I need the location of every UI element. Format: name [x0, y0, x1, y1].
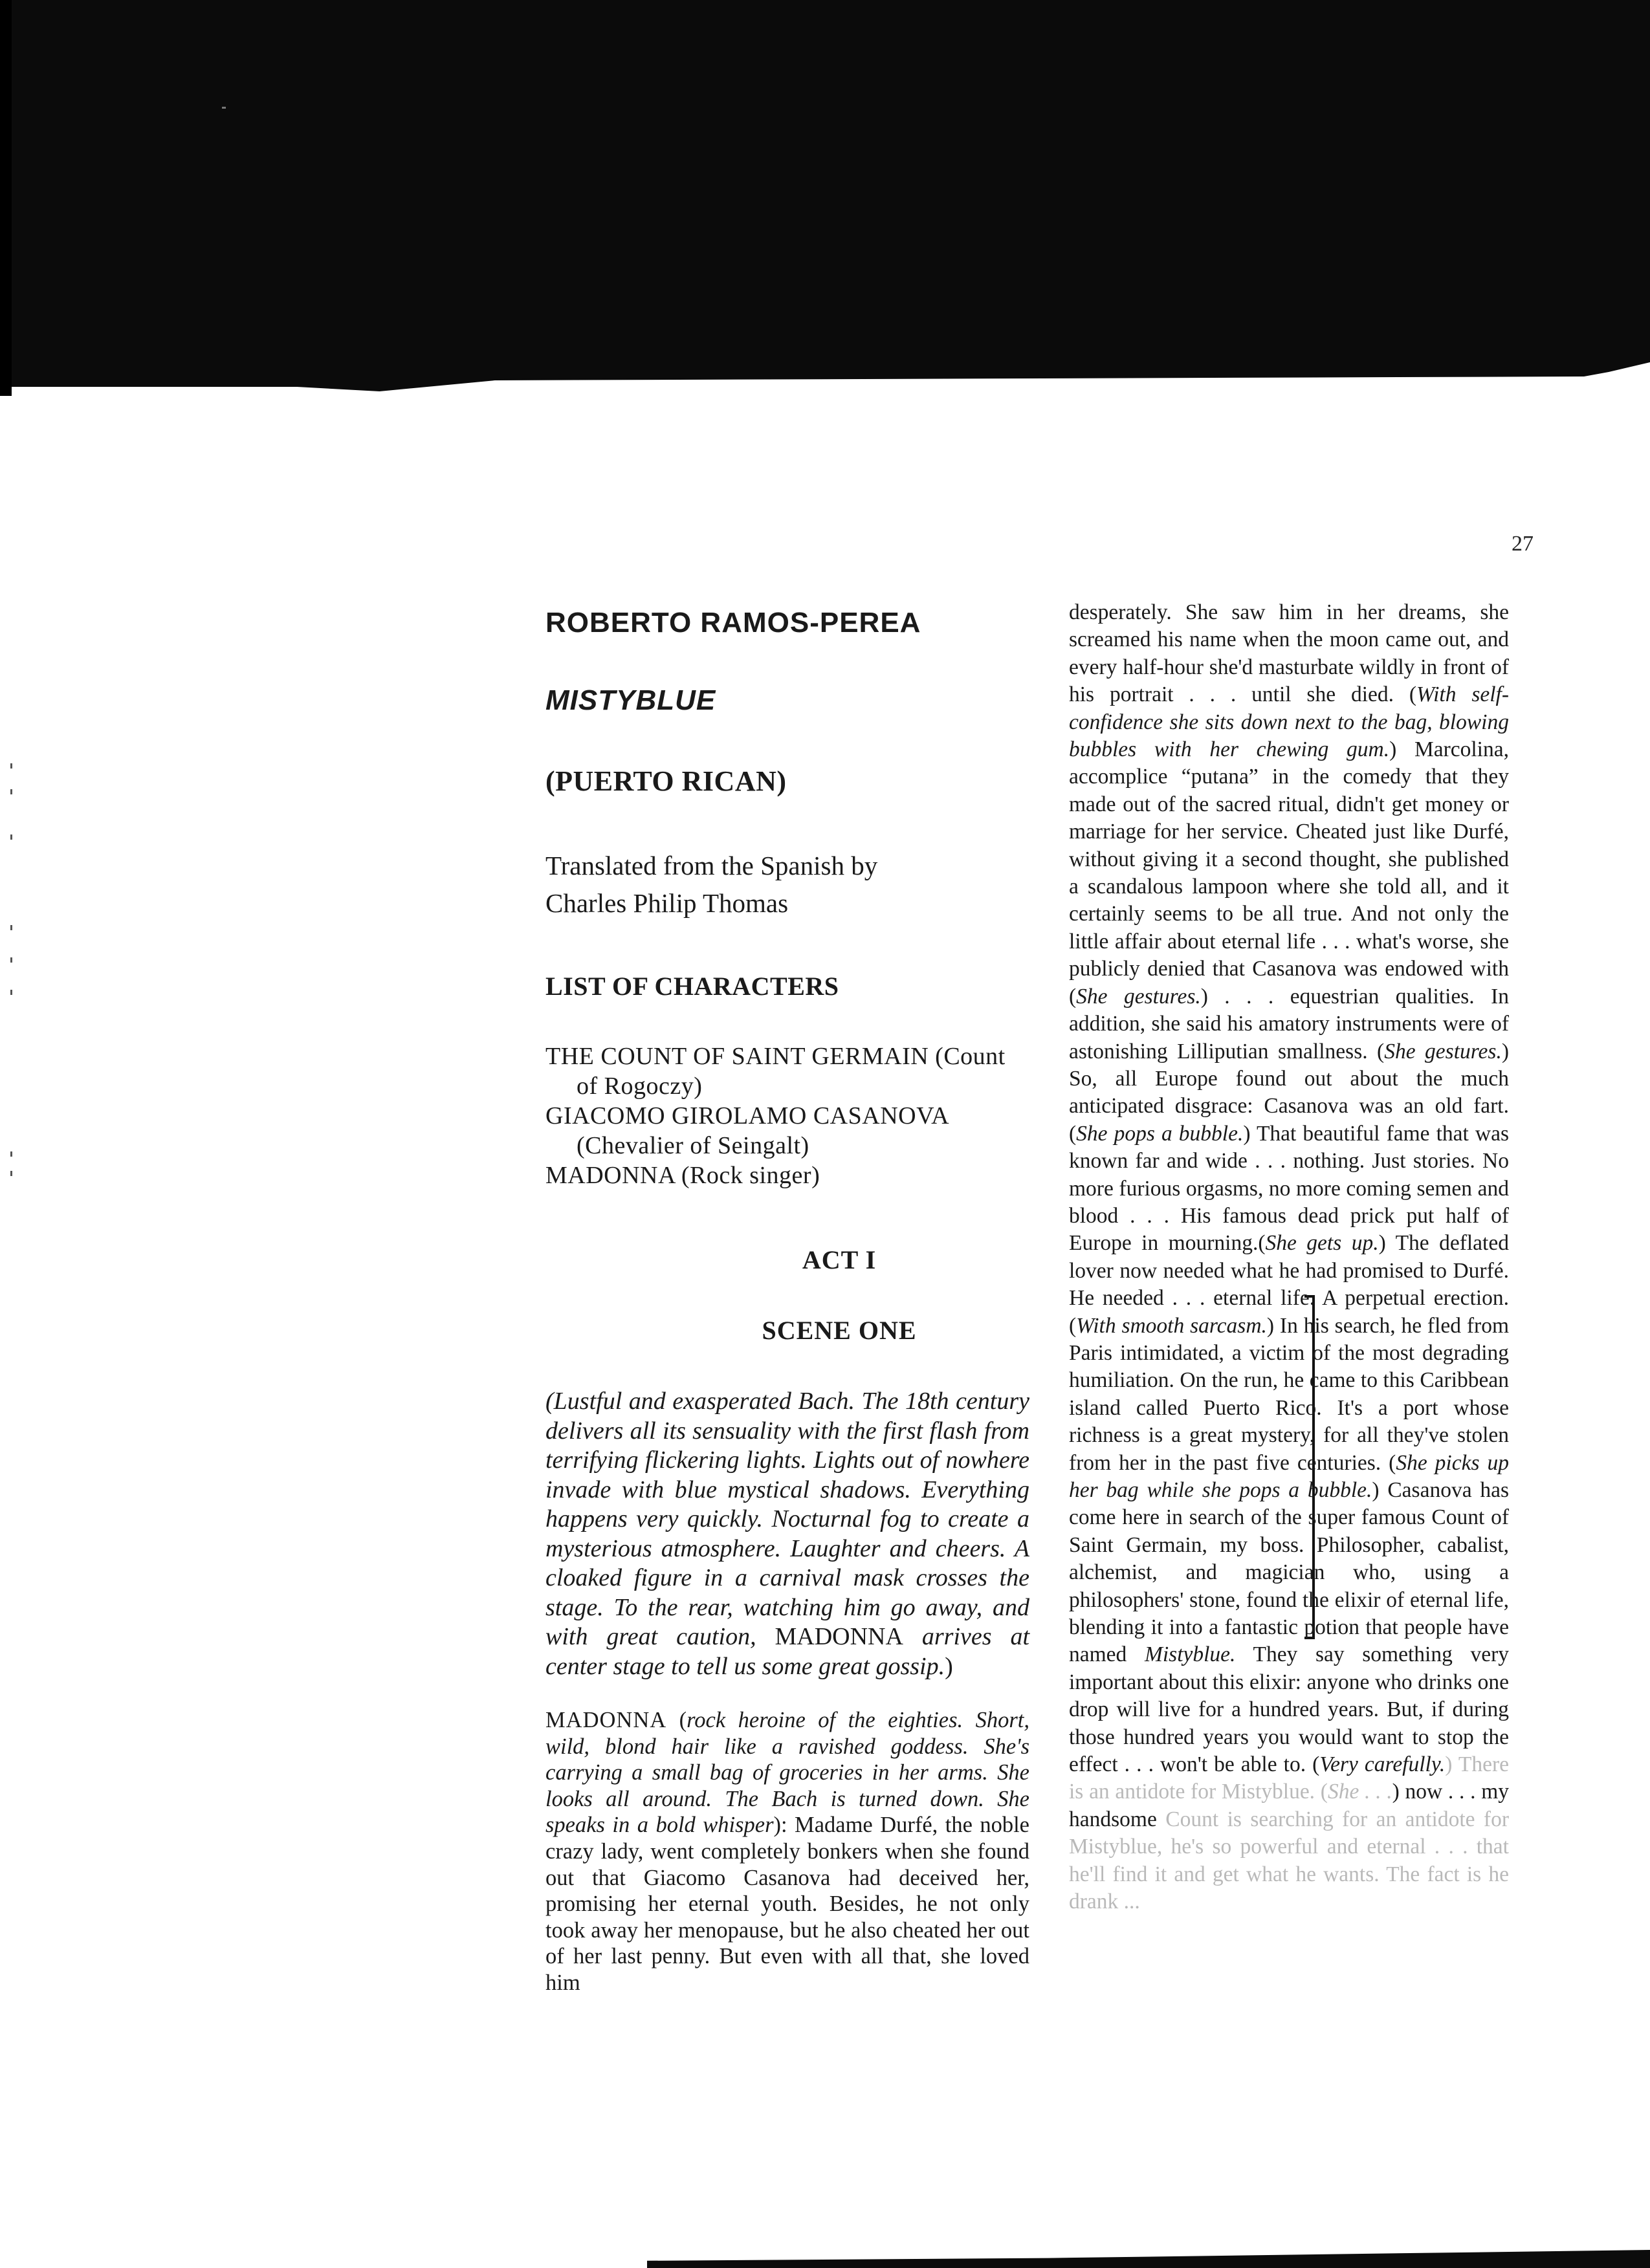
speech-text: ) The deflated lover now needed what he had promised to Durfé. He needed . . . eternal life. A perpetual erection. (	[1069, 1231, 1509, 1338]
character-entry: GIACOMO GIROLAMO CASANOVA (Chevalier of Seingalt)	[545, 1102, 948, 1159]
speech-direction: Very carefully.	[1319, 1752, 1446, 1777]
margin-marks	[10, 763, 18, 1216]
author-name: ROBERTO RAMOS-PEREA	[545, 607, 921, 638]
speech-text-faded: ) There is an antidote for Mistyblue. (	[1069, 1752, 1509, 1804]
speech-text: ) So, all Europe found out about the much anticipated disgrace: Casanova was an old fart. (	[1069, 1039, 1509, 1146]
speech-text: ) Casanova has come here in search of the super famous Count of Saint Germain, my boss. Philosopher, cabalist, alchemist, and magician who, using a philosophers' stone, found the elixir of eternal life, blending it into a fantastic potion that people have named	[1069, 1478, 1509, 1667]
stage-direction-text: arrives at center stage to tell us some great gossip.	[545, 1623, 1029, 1680]
right-column	[1069, 599, 1509, 1916]
speech-direction: She gets up.	[1265, 1231, 1379, 1256]
madonna-speech-continued	[1069, 599, 1509, 1916]
speech-text: They say something very important about this elixir: anyone who drinks one drop will live for a hundred years. But, if during those hundred years you would want to stop the effect . . . won't be able to. (	[1069, 1642, 1509, 1777]
character-list-heading: LIST OF CHARACTERS	[545, 972, 839, 1001]
scene-heading: SCENE ONE	[762, 1316, 917, 1345]
paren-close: ):	[773, 1813, 795, 1838]
speech-text: ) Marcolina, accomplice “putana” in the comedy that they made out of the sacred ritual, didn't get money or marriage for her service. Cheated just like Durfé, without giving it a second thought, she published a scandalous lampoon where she told all, and it certainly seems to be all true. And not only the little affair about eternal life . . . what's worse, she publicly denied that Casanova was endowed with (	[1069, 737, 1509, 1009]
madonna-speech	[545, 1707, 1029, 1996]
speech-direction-faded: She . . .	[1327, 1780, 1392, 1804]
stage-direction-character: MADONNA	[775, 1623, 903, 1650]
speech-text: desperately. She saw him in her dreams, she screamed his name when the moon came out, and every half-hour she'd masturbate wildly in front of his portrait . . . until she died. (	[1069, 600, 1509, 707]
translator-line-2: Charles Philip Thomas	[545, 888, 789, 918]
act-heading: ACT I	[802, 1245, 877, 1274]
translator-line-1: Translated from the Spanish by	[545, 851, 878, 880]
speech-text-faded: searching for an antidote for Mistyblue, he's so powerful and eternal . . . that he'll find it and get what he wants. The fact is he drank ...	[1069, 1807, 1509, 1914]
speaker-name: MADONNA	[545, 1708, 667, 1732]
speech-direction: She picks up her bag while she pops a bubble.	[1069, 1450, 1509, 1502]
speech-text: ) . . . equestrian qualities. In addition, she said his amatory instruments were of astonishing Lilliputian smallness. (	[1069, 984, 1509, 1063]
speech-text: ) now . . . my handsome	[1069, 1780, 1509, 1831]
scanner-shadow-bottom	[647, 2250, 1650, 2268]
play-origin: (PUERTO RICAN)	[545, 765, 787, 797]
character-list	[545, 1041, 1029, 1190]
speech-direction: With smooth sarcasm.	[1076, 1313, 1267, 1338]
stage-direction-close: )	[945, 1652, 953, 1680]
translator-credit	[545, 847, 1029, 922]
character-entry: THE COUNT OF SAINT GERMAIN (Count of Rogoczy)	[545, 1043, 1006, 1100]
speech-direction: With self-confidence she sits down next to the bag, blowing bubbles with her chewing gum.	[1069, 682, 1509, 762]
character-entry: MADONNA (Rock singer)	[545, 1162, 820, 1189]
page-number: 27	[1512, 532, 1534, 556]
play-title: MISTYBLUE	[545, 684, 716, 716]
speech-text: ) In his search, he fled from Paris intimidated, a victim of the most degrading humiliation. On the run, he came to this Caribbean island called Puerto Rico. It's a port whose richness is a great mystery, for all they've stolen from her in the past five centuries. (	[1069, 1313, 1509, 1475]
left-column	[545, 595, 1029, 1996]
opening-stage-direction	[545, 1387, 1029, 1681]
paren-open: (	[666, 1708, 687, 1732]
speech-text-faded: Count is	[1165, 1807, 1242, 1831]
speech-direction: rock heroine of the eighties. Short, wild, blond hair like a ravished goddess. She's carrying a small bag of groceries in her arms. She looks all around. The Bach is turned down. She speaks in a bold whisper	[545, 1708, 1029, 1838]
scanner-shadow-left	[0, 0, 12, 396]
speech-text: ) That beautiful fame that was known far and wide . . . nothing. Just stories. No more furious orgasms, no more coming semen and blood . . . His famous dead prick put half of Europe in mourning.(	[1069, 1121, 1509, 1256]
speech-direction: She gestures.	[1076, 984, 1201, 1009]
speck	[222, 107, 226, 109]
speech-direction: Mistyblue.	[1144, 1642, 1236, 1667]
speech-direction: She gestures.	[1384, 1039, 1502, 1063]
stage-direction-text: (Lustful and exasperated Bach. The 18th century delivers all its sensuality with the first flash from terrifying flickering lights. Lights out of nowhere invade with blue mystical shadows. Everything happens very quickly. Nocturnal fog to create a mysterious atmosphere. Laughter and cheers. A cloaked figure in a carnival mask crosses the stage. To the rear, watching him go away, and with great caution,	[545, 1388, 1029, 1650]
scanner-shadow-top	[0, 0, 1650, 396]
speech-direction: She pops a bubble.	[1076, 1121, 1244, 1146]
speech-text: Madame Durfé, the noble crazy lady, went completely bonkers when she found out that Giacomo Casanova had deceived her, promising her eternal youth. Besides, he not only took away her menopause, but he also cheated her out of her last penny. But even with all that, she loved him	[545, 1813, 1029, 1995]
